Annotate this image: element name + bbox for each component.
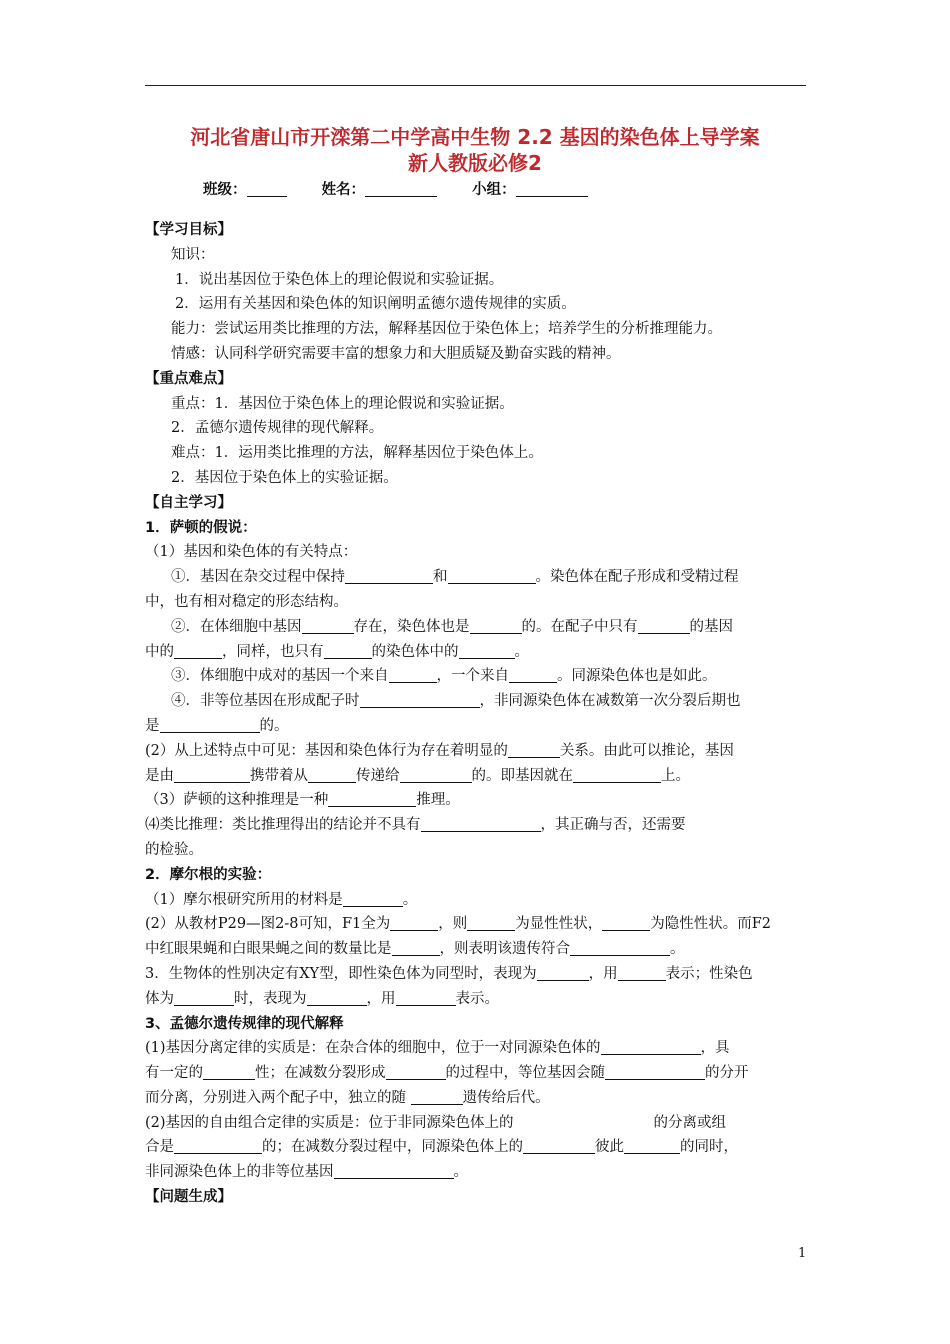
fill-in-blank[interactable] bbox=[459, 642, 515, 659]
text-line bbox=[145, 466, 807, 491]
text-segment: 。染色体在配子形成和受精过程 bbox=[535, 569, 739, 586]
name-label: 姓名： bbox=[321, 182, 366, 198]
text-segment: ，同样，也只有 bbox=[222, 643, 324, 660]
document-body bbox=[145, 218, 807, 1210]
section-heading bbox=[145, 1012, 807, 1037]
text-segment: ①．基因在杂交过程中保持 bbox=[171, 569, 345, 586]
text-segment: 3、孟德尔遗传规律的现代解释 bbox=[145, 1015, 344, 1032]
text-line bbox=[145, 640, 807, 665]
section-heading bbox=[145, 367, 807, 392]
section-heading bbox=[145, 218, 807, 243]
fill-in-blank[interactable] bbox=[386, 1063, 446, 1080]
doc-title-line2: 新人教版必修2 bbox=[408, 151, 542, 175]
text-line bbox=[145, 441, 807, 466]
text-line bbox=[145, 243, 807, 268]
text-segment: 能力：尝试运用类比推理的方法，解释基因位于染色体上；培养学生的分析推理能力。 bbox=[171, 321, 722, 338]
fill-in-blank[interactable] bbox=[334, 1162, 454, 1179]
fill-in-blank[interactable] bbox=[307, 989, 367, 1006]
fill-in-blank[interactable] bbox=[324, 642, 372, 659]
text-line bbox=[145, 888, 807, 913]
text-segment: 。同源染色体也是如此。 bbox=[557, 668, 717, 685]
fill-in-blank[interactable] bbox=[602, 914, 650, 931]
text-segment: 。 bbox=[453, 1164, 468, 1181]
header-rule bbox=[145, 85, 806, 86]
text-line bbox=[145, 342, 807, 367]
fill-in-blank[interactable] bbox=[537, 964, 589, 981]
text-segment: ，用 bbox=[366, 990, 396, 1007]
text-segment: 性；在减数分裂形成 bbox=[255, 1065, 386, 1082]
text-segment: 1．萨顿的假说： bbox=[145, 519, 257, 536]
text-segment: 而分离，分别进入两个配子中，独立的随 bbox=[145, 1089, 411, 1106]
fill-in-blank[interactable] bbox=[160, 716, 260, 733]
group-blank[interactable] bbox=[516, 180, 588, 197]
text-line bbox=[145, 268, 807, 293]
text-line bbox=[145, 1160, 807, 1185]
text-segment: 传递给 bbox=[356, 767, 400, 784]
doc-title-line1: 河北省唐山市开滦第二中学高中生物 2.2 基因的染色体上导学案 bbox=[190, 125, 760, 149]
fill-in-blank[interactable] bbox=[203, 1063, 255, 1080]
group-label: 小组： bbox=[472, 182, 516, 198]
text-line bbox=[145, 813, 807, 838]
text-line bbox=[145, 764, 807, 789]
section-heading bbox=[145, 491, 807, 516]
text-segment: 上。 bbox=[661, 767, 690, 784]
text-line bbox=[145, 292, 807, 317]
text-segment: 的染色体中的 bbox=[371, 643, 459, 660]
text-line bbox=[145, 1036, 807, 1061]
text-line bbox=[145, 937, 807, 962]
fill-in-blank[interactable] bbox=[396, 989, 456, 1006]
text-segment: 时，表现为 bbox=[234, 990, 307, 1007]
text-segment: 的。在配子中只有 bbox=[521, 618, 638, 635]
text-segment: ②．在体细胞中基因 bbox=[171, 618, 302, 635]
fill-in-blank[interactable] bbox=[448, 567, 536, 584]
text-segment: 中的 bbox=[145, 643, 174, 660]
fill-in-blank[interactable] bbox=[390, 914, 438, 931]
text-line bbox=[145, 739, 807, 764]
name-blank[interactable] bbox=[365, 180, 437, 197]
text-segment: 2．运用有关基因和染色体的知识阐明孟德尔遗传规律的实质。 bbox=[175, 296, 576, 313]
text-segment: ，一个来自 bbox=[436, 668, 509, 685]
text-segment: 的。即基因就在 bbox=[471, 767, 573, 784]
text-line bbox=[145, 1086, 807, 1111]
text-line bbox=[145, 838, 807, 863]
text-segment: 。 bbox=[402, 891, 418, 908]
text-segment: 体为 bbox=[145, 990, 174, 1007]
fill-in-blank[interactable] bbox=[508, 741, 560, 758]
text-segment: ③．体细胞中成对的基因一个来自 bbox=[171, 668, 389, 685]
text-segment: 2．基因位于染色体上的实验证据。 bbox=[171, 469, 398, 486]
page-number: 1 bbox=[798, 1246, 807, 1261]
text-segment: (2）从上述特点中可见：基因和染色体行为存在着明显的 bbox=[145, 742, 508, 759]
text-segment: 的分离或组 bbox=[653, 1114, 727, 1131]
text-segment: 合是 bbox=[145, 1139, 174, 1156]
fill-in-blank[interactable] bbox=[624, 1137, 680, 1154]
text-segment: (1)基因分离定律的实质是：在杂合体的细胞中，位于一对同源染色体的 bbox=[145, 1040, 601, 1057]
text-segment: ，则 bbox=[438, 916, 468, 933]
text-segment: 存在，染色体也是 bbox=[353, 618, 470, 635]
text-segment: 的同时， bbox=[680, 1139, 738, 1156]
fill-in-blank[interactable] bbox=[174, 642, 222, 659]
fill-in-blank[interactable] bbox=[302, 617, 354, 634]
text-segment: 的过程中，等位基因会随 bbox=[445, 1065, 605, 1082]
fill-in-blank[interactable] bbox=[174, 1137, 262, 1154]
text-segment: 知识： bbox=[171, 246, 215, 263]
text-segment: （1）摩尔根研究所用的材料是 bbox=[145, 891, 343, 908]
text-segment: 的；在减数分裂过程中，同源染色体上的 bbox=[262, 1139, 523, 1156]
class-blank[interactable] bbox=[247, 180, 287, 197]
text-line bbox=[145, 1135, 807, 1160]
text-segment: 情感：认同科学研究需要丰富的想象力和大胆质疑及勤奋实践的精神。 bbox=[171, 345, 621, 362]
fill-in-blank[interactable] bbox=[343, 890, 403, 907]
fill-in-blank[interactable] bbox=[618, 964, 666, 981]
text-line bbox=[145, 714, 807, 739]
text-line bbox=[145, 615, 807, 640]
fill-in-blank[interactable] bbox=[570, 939, 670, 956]
text-line bbox=[145, 392, 807, 417]
text-segment: 推理。 bbox=[416, 792, 460, 809]
fill-in-blank[interactable] bbox=[360, 691, 480, 708]
fill-in-blank[interactable] bbox=[470, 617, 522, 634]
text-segment: 为显性性状， bbox=[515, 916, 603, 933]
text-segment: 【学习目标】 bbox=[145, 222, 232, 238]
text-segment: 和 bbox=[433, 569, 448, 586]
text-segment: 【问题生成】 bbox=[145, 1189, 232, 1206]
text-segment: ，其正确与否，还需要 bbox=[540, 817, 686, 834]
text-line bbox=[145, 962, 807, 987]
text-segment: ④．非等位基因在形成配子时 bbox=[171, 693, 360, 710]
text-line bbox=[145, 317, 807, 342]
section-heading bbox=[145, 1185, 807, 1210]
text-line bbox=[145, 416, 807, 441]
fill-in-blank[interactable] bbox=[328, 790, 416, 807]
text-segment: （3）萨顿的这种推理是一种 bbox=[145, 792, 329, 809]
class-label: 班级： bbox=[203, 182, 247, 198]
text-segment: 【重点难点】 bbox=[145, 370, 232, 387]
text-line bbox=[145, 664, 807, 689]
text-segment: 。 bbox=[670, 941, 685, 958]
text-segment: 有一定的 bbox=[145, 1065, 203, 1082]
fill-in-blank[interactable] bbox=[573, 766, 661, 783]
section-heading bbox=[145, 516, 807, 541]
text-segment: 【自主学习】 bbox=[145, 494, 232, 511]
text-segment: 中，也有相对稳定的形态结构。 bbox=[145, 593, 348, 610]
text-segment: 是由 bbox=[145, 767, 174, 784]
student-info-fields bbox=[203, 178, 588, 199]
text-line bbox=[145, 987, 807, 1012]
fill-in-blank[interactable] bbox=[400, 766, 472, 783]
text-line bbox=[145, 1061, 807, 1086]
text-segment: 表示；性染色 bbox=[665, 965, 753, 982]
fill-in-blank[interactable] bbox=[345, 567, 433, 584]
fill-in-blank[interactable] bbox=[605, 1063, 705, 1080]
text-segment: 携带着从 bbox=[250, 767, 308, 784]
text-segment: 表示。 bbox=[455, 990, 499, 1007]
text-segment: （1）基因和染色体的有关特点： bbox=[145, 544, 358, 561]
text-segment: 3．生物体的性别决定有XY型，即性染色体为同型时，表现为 bbox=[145, 965, 537, 982]
text-segment: ，非同源染色体在减数第一次分裂后期也 bbox=[479, 693, 741, 710]
fill-in-blank[interactable] bbox=[467, 914, 515, 931]
text-segment: 1．说出基因位于染色体上的理论假说和实验证据。 bbox=[175, 271, 504, 288]
text-segment: ，用 bbox=[588, 965, 618, 982]
text-line bbox=[145, 912, 807, 937]
text-segment: 是 bbox=[145, 717, 160, 734]
fill-in-blank[interactable] bbox=[389, 666, 437, 683]
fill-in-blank[interactable] bbox=[308, 766, 356, 783]
text-segment: 彼此 bbox=[595, 1139, 624, 1156]
text-segment: 为隐性性状。而F2 bbox=[650, 916, 772, 933]
fill-in-blank[interactable] bbox=[174, 989, 234, 1006]
text-segment: (2)基因的自由组合定律的实质是：位于非同源染色体上的 bbox=[145, 1114, 514, 1131]
text-line bbox=[145, 1111, 807, 1136]
text-line bbox=[145, 565, 807, 590]
fill-in-blank[interactable] bbox=[601, 1038, 701, 1055]
fill-in-blank[interactable] bbox=[638, 617, 690, 634]
text-segment: 的分开 bbox=[705, 1065, 749, 1082]
text-line bbox=[145, 590, 807, 615]
fill-in-blank[interactable] bbox=[421, 815, 541, 832]
fill-in-blank[interactable] bbox=[392, 939, 440, 956]
text-segment: 的基因 bbox=[689, 618, 733, 635]
text-segment: 中红眼果蝇和白眼果蝇之间的数量比是 bbox=[145, 941, 392, 958]
text-segment: 的。 bbox=[259, 717, 289, 734]
section-heading bbox=[145, 863, 807, 888]
fill-in-blank[interactable] bbox=[509, 666, 557, 683]
text-line bbox=[145, 788, 807, 813]
text-segment: 关系。由此可以推论，基因 bbox=[559, 742, 734, 759]
text-line bbox=[145, 689, 807, 714]
text-segment: 非同源染色体上的非等位基因 bbox=[145, 1164, 334, 1181]
text-segment: 2．孟德尔遗传规律的现代解释。 bbox=[171, 420, 384, 437]
text-segment: ⑷类比推理：类比推理得出的结论并不具有 bbox=[145, 817, 421, 834]
text-segment: ，具 bbox=[700, 1040, 730, 1057]
fill-in-blank[interactable] bbox=[174, 766, 250, 783]
text-segment: 的检验。 bbox=[145, 841, 203, 858]
fill-in-blank[interactable] bbox=[411, 1088, 463, 1105]
text-segment: 遗传给后代。 bbox=[462, 1089, 550, 1106]
text-segment: 重点：1．基因位于染色体上的理论假说和实验证据。 bbox=[171, 395, 514, 412]
fill-in-blank[interactable] bbox=[523, 1137, 595, 1154]
text-segment: 。 bbox=[514, 643, 529, 660]
text-segment: (2）从教材P29—图2-8可知，F1全为 bbox=[145, 916, 391, 933]
text-segment: 2．摩尔根的实验： bbox=[145, 866, 272, 883]
text-segment: 难点：1．运用类比推理的方法，解释基因位于染色体上。 bbox=[171, 445, 543, 462]
text-segment: ，则表明该遗传符合 bbox=[439, 941, 570, 958]
text-line bbox=[145, 540, 807, 565]
